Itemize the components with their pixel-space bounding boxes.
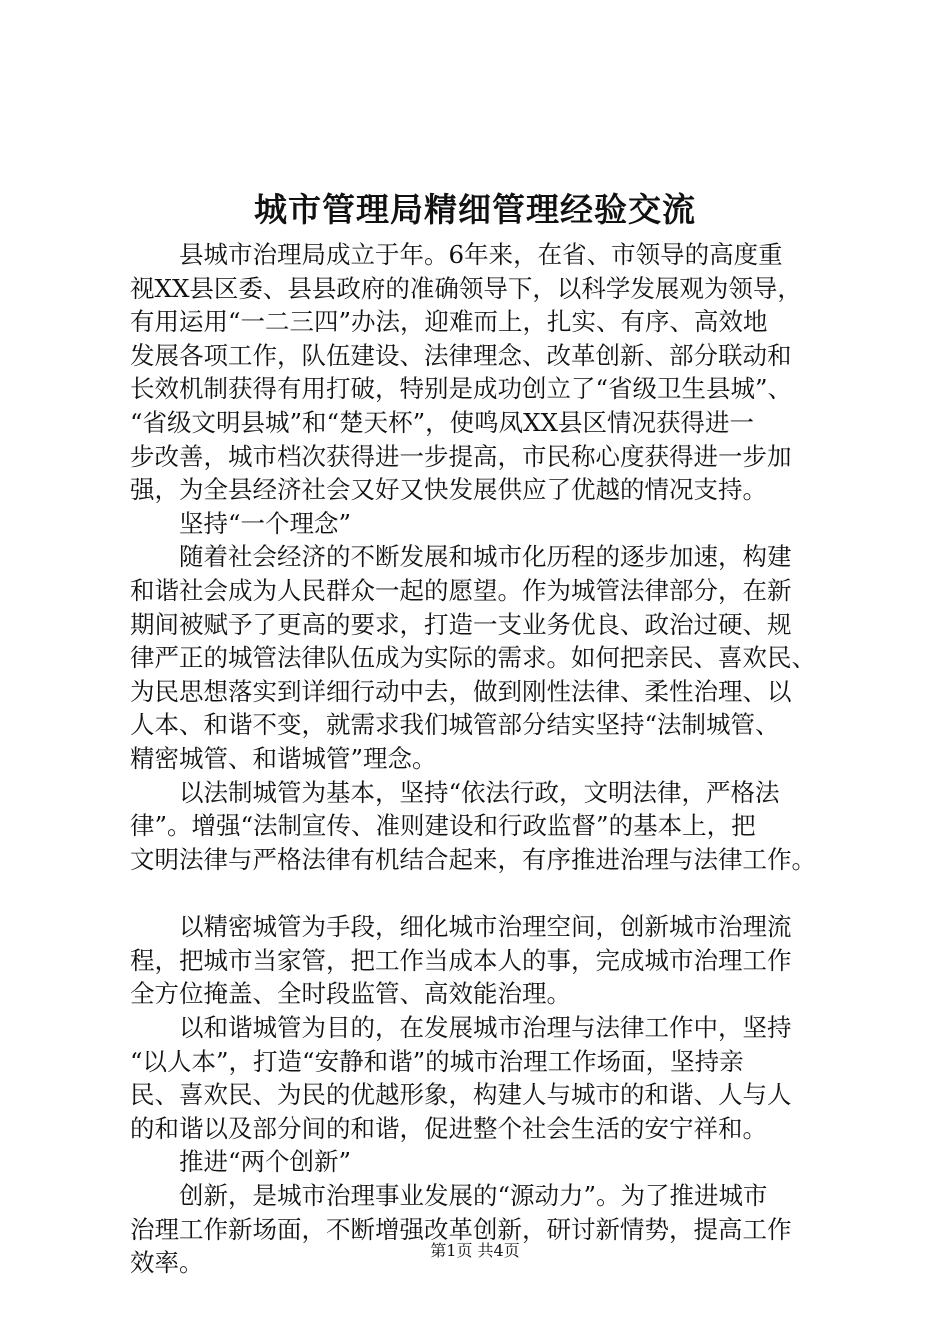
body-text-line: 律严正的城管法律队伍成为实际的需求。如何把亲民、喜欢民、: [130, 643, 816, 673]
paragraph-gap: [130, 876, 830, 910]
body-text-line: 以法制城管为基本，坚持“依法行政，文明法律，严格法: [130, 777, 780, 807]
body-text-line: 发展各项工作，队伍建设、法律理念、改革创新、部分联动和: [130, 340, 792, 370]
body-text-line: 民、喜欢民、为民的优越形象，构建人与城市的和谐、人与人: [130, 1080, 792, 1110]
body-text-line: 创新，是城市治理事业发展的“源动力”。为了推进城市: [130, 1181, 768, 1211]
body-text-line: “以人本”，打造“安静和谐”的城市治理工作场面，坚持亲: [130, 1046, 744, 1076]
body-text-line: 期间被赋予了更高的要求，打造一支业务优良、政治过硬、规: [130, 609, 792, 639]
page-number-footer: 第1页 共4页: [430, 1241, 520, 1260]
body-text-line: 程，把城市当家管，把工作当成本人的事，完成城市治理工作: [130, 945, 792, 975]
document-body: [130, 238, 830, 1280]
body-text-line: 以和谐城管为目的，在发展城市治理与法律工作中，坚持: [130, 1013, 792, 1043]
body-text-line: 步改善，城市档次获得进一步提高，市民称心度获得进一步加: [130, 441, 792, 471]
body-text-line: 效率。: [130, 1248, 204, 1278]
body-text-line: 人本、和谐不变，就需求我们城管部分结实坚持“法制城管、: [130, 710, 780, 740]
body-text-line: 长效机制获得有用打破，特别是成功创立了“省级卫生县城”、: [130, 374, 793, 404]
body-text-line: 视XX县区委、县县政府的准确领导下，以科学发展观为领导，: [130, 273, 802, 303]
document-title: 城市管理局精细管理经验交流: [254, 190, 696, 229]
body-text-line: 的和谐以及部分间的和谐，促进整个社会生活的安宁祥和。: [130, 1113, 767, 1143]
body-text-line: 县城市治理局成立于年。6年来，在省、市领导的高度重: [130, 240, 783, 269]
body-text-line: 为民思想落实到详细行动中去，做到刚性法律、柔性治理、以: [130, 676, 792, 706]
body-text-line: 坚持“一个理念”: [130, 508, 352, 538]
body-text-line: 精密城管、和谐城管”理念。: [130, 743, 437, 773]
body-text-line: “省级文明县城”和“楚天杯”，使鸣凤XX县区情况获得进一: [130, 407, 754, 437]
body-text-line: 以精密城管为手段，细化城市治理空间，创新城市治理流: [130, 912, 792, 942]
body-text-line: 随着社会经济的不断发展和城市化历程的逐步加速，构建: [130, 542, 792, 572]
body-text-line: 推进“两个创新”: [130, 1147, 352, 1177]
body-text-line: 文明法律与严格法律有机结合起来，有序推进治理与法律工作。: [130, 844, 816, 874]
body-text-line: 治理工作新场面，不断增强改革创新，研讨新情势，提高工作: [130, 1214, 792, 1244]
body-text-line: 有用运用“一二三四”办法，迎难而上，扎实、有序、高效地: [130, 307, 768, 337]
body-text-line: 律”。增强“法制宣传、准则建设和行政监督”的基本上，把: [130, 811, 756, 841]
body-text-line: 全方位掩盖、全时段监管、高效能治理。: [130, 979, 571, 1009]
body-text-line: 强，为全县经济社会又好又快发展供应了优越的情况支持。: [130, 475, 767, 505]
body-text-line: 和谐社会成为人民群众一起的愿望。作为城管法律部分，在新: [130, 575, 792, 605]
